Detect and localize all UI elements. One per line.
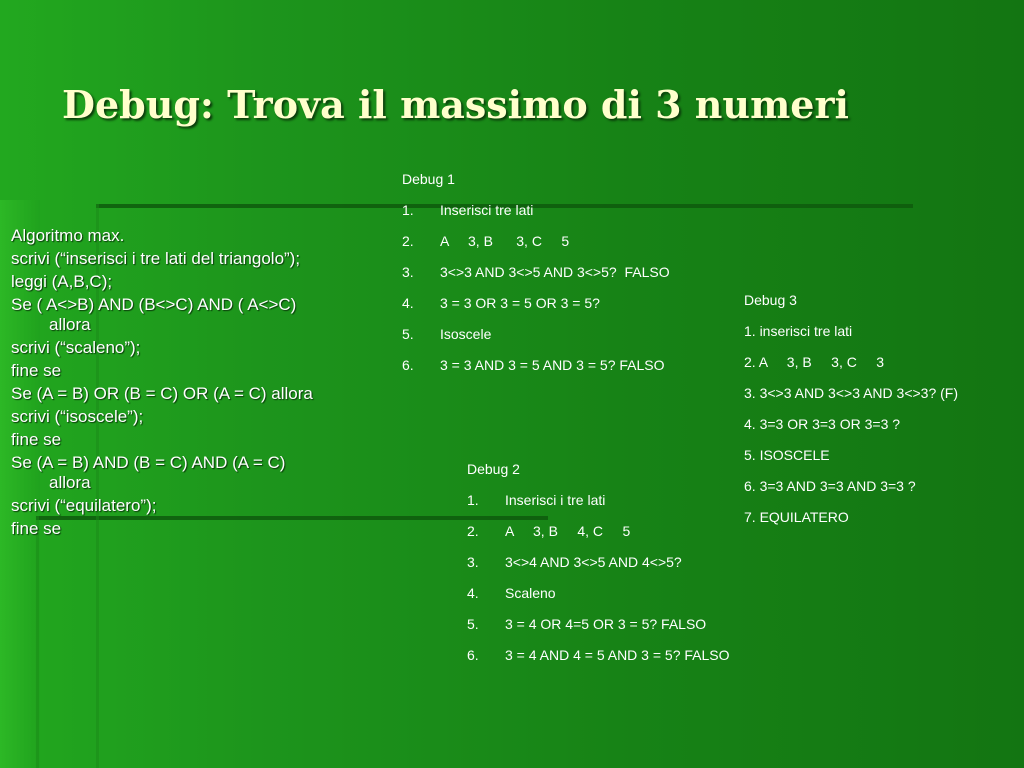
debug-1-heading: Debug 1 xyxy=(402,171,455,187)
algorithm-line: fine se xyxy=(11,361,62,380)
algorithm-line: allora xyxy=(49,473,91,492)
algorithm-line: Se ( A<>B) AND (B<>C) AND ( A<>C) xyxy=(11,295,297,314)
item-number: 6. xyxy=(402,357,414,373)
debug-2-panel xyxy=(467,461,730,678)
debug-3-item: 7. EQUILATERO xyxy=(744,509,849,525)
debug-3-item: 2. A 3, B 3, C 3 xyxy=(744,354,885,370)
item-text: 3 = 4 AND 4 = 5 AND 3 = 5? FALSO xyxy=(505,647,730,663)
debug-2-heading: Debug 2 xyxy=(467,461,520,477)
item-text: A 3, B 3, C 5 xyxy=(440,233,570,249)
debug-3-item: 6. 3=3 AND 3=3 AND 3=3 ? xyxy=(744,478,916,494)
slide-title: Debug: Trova il massimo di 3 numeri xyxy=(62,82,849,127)
debug-1-item xyxy=(402,233,670,256)
algorithm-line: Se (A = B) OR (B = C) OR (A = C) allora xyxy=(11,384,313,403)
debug-2-item xyxy=(467,523,730,546)
item-number: 6. xyxy=(467,647,479,663)
algorithm-line: scrivi (“inserisci i tre lati del triangolo”); xyxy=(11,249,301,268)
item-text: 3 = 4 OR 4=5 OR 3 = 5? FALSO xyxy=(505,616,707,632)
debug-3-item: 4. 3=3 OR 3=3 OR 3=3 ? xyxy=(744,416,901,432)
debug-2-item xyxy=(467,492,730,515)
algorithm-line: Se (A = B) AND (B = C) AND (A = C) xyxy=(11,453,286,472)
item-text: 3<>4 AND 3<>5 AND 4<>5? xyxy=(505,554,682,570)
item-number: 2. xyxy=(402,233,414,249)
debug-3-heading: Debug 3 xyxy=(744,292,797,308)
item-text: Inserisci tre lati xyxy=(440,202,534,218)
debug-1-item xyxy=(402,326,670,349)
debug-3-item: 1. inserisci tre lati xyxy=(744,323,853,339)
debug-2-item xyxy=(467,647,730,670)
item-number: 5. xyxy=(467,616,479,632)
item-number: 4. xyxy=(467,585,479,601)
algorithm-line: fine se xyxy=(11,519,62,538)
item-number: 3. xyxy=(402,264,414,280)
debug-1-panel xyxy=(402,171,670,388)
item-number: 2. xyxy=(467,523,479,539)
algorithm-line: scrivi (“isoscele”); xyxy=(11,407,144,426)
debug-2-item xyxy=(467,616,730,639)
debug-3-item: 3. 3<>3 AND 3<>3 AND 3<>3? (F) xyxy=(744,385,959,401)
item-text: Isoscele xyxy=(440,326,492,342)
item-text: Inserisci i tre lati xyxy=(505,492,606,508)
item-text: 3 = 3 OR 3 = 5 OR 3 = 5? xyxy=(440,295,600,311)
item-text: 3<>3 AND 3<>5 AND 3<>5? FALSO xyxy=(440,264,670,280)
algorithm-text-block xyxy=(11,226,391,542)
debug-1-item xyxy=(402,202,670,225)
debug-3-panel xyxy=(744,292,958,540)
algorithm-line: leggi (A,B,C); xyxy=(11,272,113,291)
algorithm-line: Algoritmo max. xyxy=(11,226,125,245)
debug-2-item xyxy=(467,554,730,577)
algorithm-line: allora xyxy=(49,315,91,334)
algorithm-line: fine se xyxy=(11,430,62,449)
debug-3-item: 5. ISOSCELE xyxy=(744,447,830,463)
debug-2-item xyxy=(467,585,730,608)
item-text: Scaleno xyxy=(505,585,556,601)
debug-1-item xyxy=(402,357,670,380)
background-line-vertical-2 xyxy=(36,516,39,768)
item-number: 5. xyxy=(402,326,414,342)
item-text: A 3, B 4, C 5 xyxy=(505,523,631,539)
algorithm-line: scrivi (“scaleno”); xyxy=(11,338,141,357)
item-number: 1. xyxy=(402,202,414,218)
item-text: 3 = 3 AND 3 = 5 AND 3 = 5? FALSO xyxy=(440,357,665,373)
item-number: 1. xyxy=(467,492,479,508)
debug-1-item xyxy=(402,295,670,318)
item-number: 3. xyxy=(467,554,479,570)
item-number: 4. xyxy=(402,295,414,311)
debug-1-item xyxy=(402,264,670,287)
algorithm-line: scrivi (“equilatero”); xyxy=(11,496,157,515)
